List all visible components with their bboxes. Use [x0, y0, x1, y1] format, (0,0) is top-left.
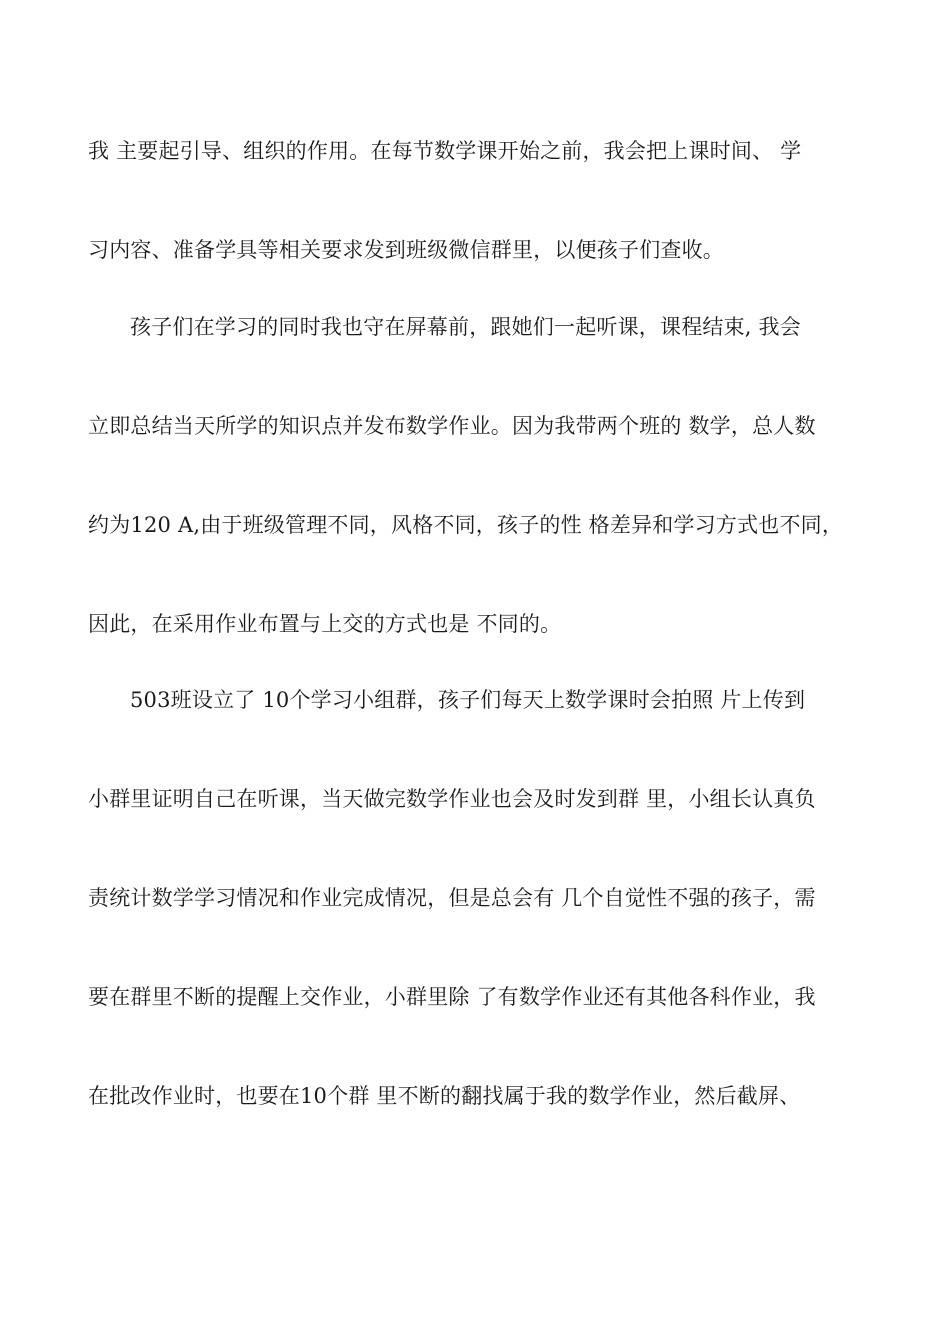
- text-line-2: 习内容、准备学具等相关要求发到班级微信群里，以便孩子们查收。: [88, 238, 724, 262]
- text-line-1: 我 主要起引导、组织的作用。在每节数学课开始之前，我会把上课时间、 学: [88, 139, 802, 163]
- text-line-4: 立即总结当天所学的知识点并发布数学作业。因为我带两个班的 数学，总人数: [88, 414, 816, 438]
- text-line-9: 责统计数学学习情况和作业完成情况，但是总会有 几个自觉性不强的孩子，需: [88, 886, 816, 910]
- text-line-11: 在批改作业时，也要在10个群 里不断的翻找属于我的数学作业，然后截屏、: [88, 1084, 801, 1108]
- text-line-10: 要在群里不断的提醒上交作业，小群里除 了有数学作业还有其他各科作业，我: [88, 985, 816, 1009]
- paragraph-3-line-1: 503班设立了 10个学习小组群，孩子们每天上数学课时会拍照 片上传到: [130, 688, 806, 712]
- text-line-6: 因此，在采用作业布置与上交的方式也是 不同的。: [88, 612, 562, 636]
- text-line-8: 小群里证明自己在听课，当天做完数学作业也会及时发到群 里，小组长认真负: [88, 787, 816, 811]
- text-line-5: 约为120 A,由于班级管理不同，风格不同，孩子的性 格差异和学习方式也不同，: [88, 513, 844, 537]
- paragraph-2-line-1: 孩子们在学习的同时我也守在屏幕前，跟她们一起听课，课程结束, 我会: [130, 315, 801, 339]
